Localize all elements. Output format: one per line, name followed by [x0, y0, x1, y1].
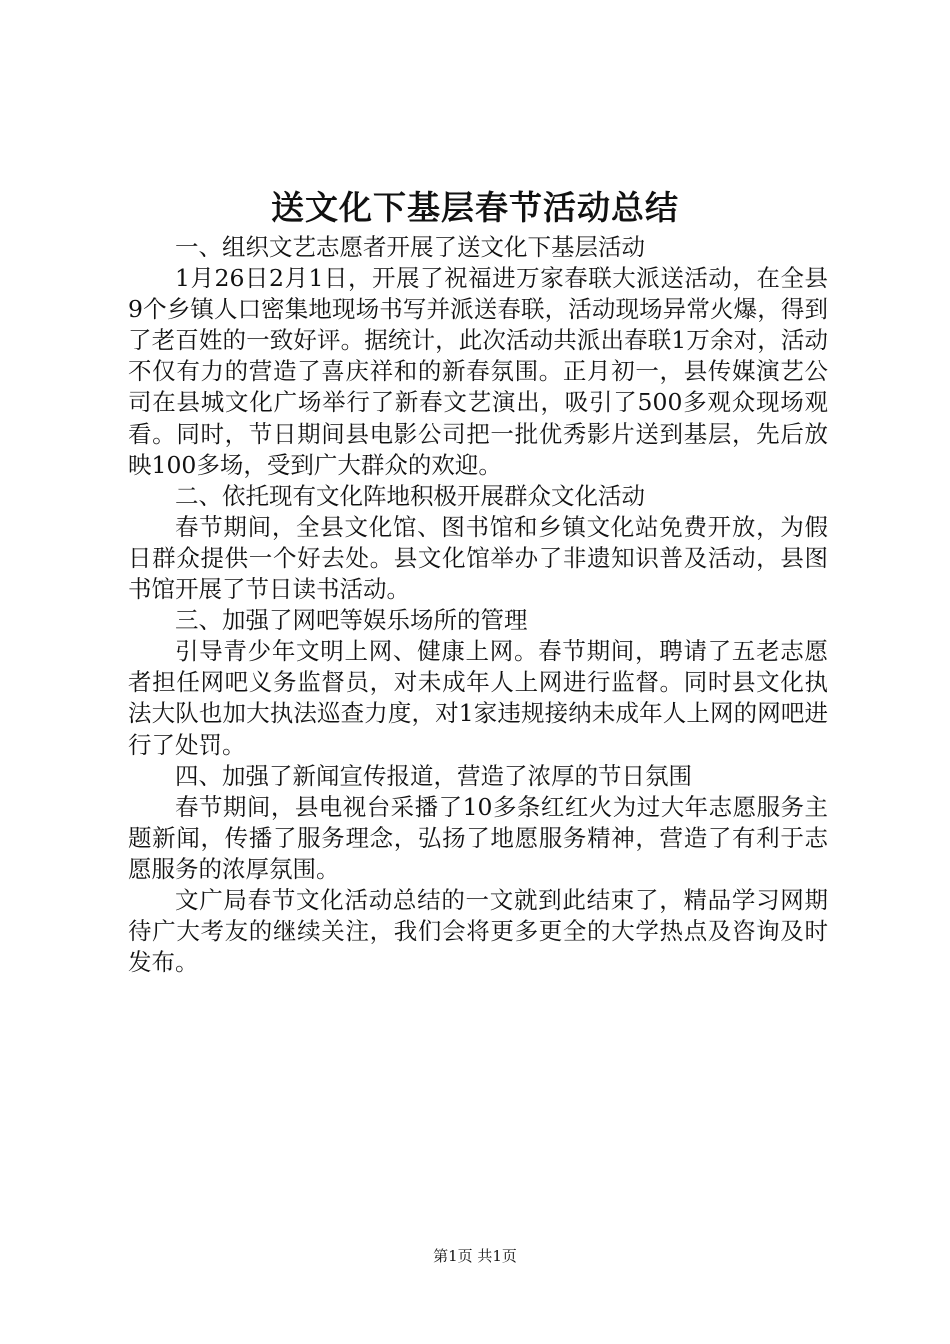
section-heading-2: 二、依托现有文化阵地积极开展群众文化活动 — [175, 481, 645, 510]
section-heading-1: 一、组织文艺志愿者开展了送文化下基层活动 — [175, 233, 645, 261]
body-paragraph-3: 引导青少年文明上网、健康上网。春节期间，聘请了五老志愿者担任网吧义务监督员，对未成年人上网进行监督。同时县文化执法大队也加大执法巡查力度，对1家违规接纳未成年人上网的网吧进行了处罚。 — [128, 637, 828, 759]
document-title: 送文化下基层春节活动总结 — [271, 188, 679, 227]
section-heading-4: 四、加强了新闻宣传报道，营造了浓厚的节日氛围 — [175, 761, 692, 790]
section-heading-3: 三、加强了网吧等娱乐场所的管理 — [175, 606, 528, 635]
body-paragraph-4: 春节期间，县电视台采播了10多条红红火为过大年志愿服务主题新闻，传播了服务理念，弘扬了地愿服务精神，营造了有利于志愿服务的浓厚氛围。 — [128, 792, 828, 883]
body-paragraph-1: 1月26日2月1日，开展了祝福进万家春联大派送活动，在全县9个乡镇人口密集地现场书写并派送春联，活动现场异常火爆，得到了老百姓的一致好评。据统计，此次活动共派出春联1万余对，活动不仅有力的营造了喜庆祥和的新春氛围。正月初一，县传媒演艺公司在县城文化广场举行了新春文艺演出，吸引了500多观众现场观看。同时，节日期间县电影公司把一批优秀影片送到基层，先后放映100多场，受到广大群众的欢迎。 — [128, 264, 828, 479]
page-footer: 第1页 共1页 — [433, 1247, 517, 1265]
document-body — [128, 232, 828, 978]
closing-paragraph: 文广局春节文化活动总结的一文就到此结束了，精品学习网期待广大考友的继续关注，我们会将更多更全的大学热点及咨询及时发布。 — [128, 885, 828, 977]
body-paragraph-2: 春节期间，全县文化馆、图书馆和乡镇文化站免费开放，为假日群众提供一个好去处。县文化馆举办了非遗知识普及活动，县图书馆开展了节日读书活动。 — [128, 512, 828, 604]
